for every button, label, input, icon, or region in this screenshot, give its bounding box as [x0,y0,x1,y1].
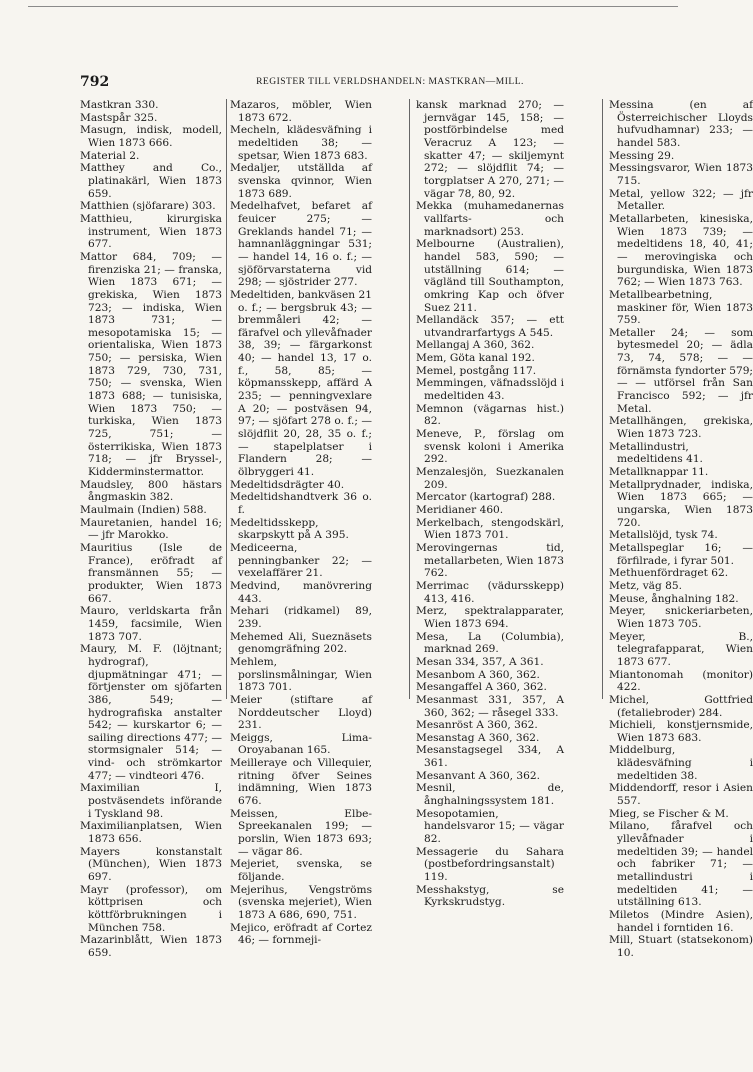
index-entry: Mesnil, de, ånghalningssystem 181. [416,782,564,808]
index-entry: Mesopotamien, handelsvaror 15; — vägar 82. [416,807,564,846]
index-entry: Maulmain (Indien) 588. [80,504,207,516]
index-entry: Menzalesjön, Suezkanalen 209. [416,466,564,491]
index-entry: Miantonomah (monitor) 422. [609,668,753,694]
index-entry: Mesanbom A 360, 362. [416,668,540,681]
index-entry: Merz, spektralapparater, Wien 1873 694. [416,605,564,630]
index-entry: Merovingernas tid, metallarbeten, Wien 1873 762. [416,541,564,580]
index-entry: Meuse, ånghalning 182. [609,592,739,605]
index-entry: Mercator (kartograf) 288. [416,491,556,504]
index-entry: Matthien (sjöfarare) 303. [80,200,216,213]
index-entry: Metallbearbetning, maskiner för, Wien 1873 759. [609,288,753,327]
index-entry: Melbourne (Australien), handel 583, 590; — utställning 614; — vägländ till Southampton, omkring Kap och öfver Suez 211. [416,238,564,314]
index-entry: Mill, Stuart (statsekonom) 10. [609,934,753,959]
index-column-4 [609,99,753,1059]
index-entry: Milano, fårafvel och yllevåfnader i medeltiden 39; — handel och fabriker 71; — metallindustri i medeltiden 41; — utställning 613. [609,820,753,909]
index-column-3 [416,99,564,1059]
index-entry: Medeltidsskepp, skarpskytt på A 395. [230,516,349,542]
index-entry: Metallarbeten, kinesiska, Wien 1873 739; — medeltidens 18, 40, 41; — merovingiska och burgundiska, Wien 1873 762; — Wien 1873 763. [609,212,753,289]
index-entry: Messina (en af Österreichischer Lloyds hufvudhamnar) 233; — handel 583. [609,99,753,149]
index-entry: Mehari (ridkamel) 89, 239. [230,605,372,630]
index-entry: Metallspeglar 16; — förfilrade, i fyrar 501. [609,541,753,567]
index-entry: Meissen, Elbe-Spreekanalen 199; — porslin, Wien 1873 693; — vägar 86. [230,807,372,858]
index-entry: Metallhängen, grekiska, Wien 1873 723. [609,415,753,441]
index-entry: Mesan 334, 357, A 361. [416,655,544,668]
index-column-2 [230,99,372,1059]
index-entry: Michieli, konstjernsmide, Wien 1873 683. [609,719,753,744]
index-entry: Meyer, B., telegrafapparat, Wien 1873 677. [609,630,753,668]
index-entry: Masugn, indisk, modell, Wien 1873 666. [80,124,222,149]
index-entry: Mejerihus, Vengströms (svenska mejeriet), Wien 1873 A 686, 690, 751. [230,883,372,921]
page-number: 792 [80,74,110,90]
index-entry: Meridianer 460. [416,504,504,516]
index-entry: Middendorff, resor i Asien 557. [609,782,753,808]
index-entry: Meyer, snickeriarbeten, Wien 1873 705. [609,605,753,630]
index-entry: Michel, Gottfried (fetaliebroder) 284. [609,693,753,719]
index-entry: Maudsley, 800 hästars ångmaskin 382. [80,478,222,504]
index-entry: Mauretanien, handel 16; — jfr Marokko. [80,516,222,542]
index-entry: Mesanmast 331, 357, A 360, 362; — råsegel 333. [416,693,564,719]
index-entry: Medelhafvet, befaret af feuicer 275; — Greklands handel 71; — hamnanläggningar 531; — handel 14, 16 o. f.; — sjöförvarstaterna vid 298; — sjöstrider 277. [230,200,372,289]
column-rule [602,99,603,699]
index-entry: Messhakstyg, se Kyrkskrudstyg. [416,883,564,909]
index-entry: Mejico, eröfradt af Cortez 46; — fornmeji- [230,921,372,947]
index-entry: Mesanstag A 360, 362. [416,731,540,744]
index-columns [80,99,753,1059]
index-entry: Messingsvaror, Wien 1873 715. [609,162,753,187]
index-entry: Mekka (muhamedanernas vallfarts- och marknadsort) 253. [416,200,564,238]
index-entry: Merkelbach, stengodskärl, Wien 1873 701. [416,516,564,542]
index-entry: Metallindustri, medeltidens 41. [609,440,703,466]
index-entry: Mazarinblått, Wien 1873 659. [80,934,222,959]
index-entry: Maximilianplatsen, Wien 1873 656. [80,820,222,846]
index-entry: Merrimac (vädursskepp) 413, 416. [416,579,564,605]
index-entry: Metaller 24; — som bytesmedel 20; — ädla 73, 74, 578; — — förnämsta fyndorter 579; — — utförsel från San Francisco 592; — jfr Metal. [609,326,753,415]
index-entry: Mastkran 330. [80,99,159,111]
index-entry: Memel, postgång 117. [416,364,537,377]
index-column-1 [80,99,222,1059]
top-rule [28,6,678,7]
index-entry: Mellangaj A 360, 362. [416,339,535,352]
index-entry: Middelburg, klädesväfning i medeltiden 38. [609,744,753,782]
index-entry: Medaljer, utställda af svenska qvinnor, Wien 1873 689. [230,162,372,200]
index-entry: Messagerie du Sahara (postbefordringsanstalt) 119. [416,845,564,884]
index-entry: Mecheln, klädesväfning i medeltiden 38; — spetsar, Wien 1873 683. [230,124,372,162]
index-entry: Maury, M. F. (löjtnant; hydrograf), djupmätningar 471; — förtjenster om sjöfarten 386, 549; — hydrografiska anstalter 542; — kurskartor 6; — sailing directions 477; — stormsignaler 514; — vind- och strömkartor 477; — vindteori 476. [80,643,222,782]
index-entry: Memmingen, väfnadsslöjd i medeltiden 43. [416,377,564,403]
index-entry: Meiggs, Lima-Oroyabanan 165. [230,731,372,757]
index-entry: Metallknappar 11. [609,466,709,479]
index-entry: Metallprydnader, indiska, Wien 1873 665; — ungarska, Wien 1873 720. [609,478,753,529]
index-entry: Medeltiden, bankväsen 21 o. f.; — bergsbruk 43; — bremmåleri 42; — färafvel och yllevåfnader 38, 39; — färgarkonst 40; — handel 13, 17 o. f., 58, 85; — köpmansskepp, affärd A 235; — penningvexlare A 20; — postväsen 94, 97; — sjöfart 278 o. f.; — slöjdflit 20, 28, 35 o. f.; — stapelplatser i Flandern 28; — ölbryggeri 41. [230,288,372,479]
index-entry: Material 2. [80,149,140,162]
index-entry: Mieg, se Fischer & M. [609,807,729,820]
column-rule [409,99,410,699]
index-entry: Mediceerna, penningbanker 22; — vexelaffärer 21. [230,541,372,580]
index-entry: Mesanröst A 360, 362. [416,719,538,732]
index-entry: Memnon (vägarnas hist.) 82. [416,402,564,428]
index-entry: Messing 29. [609,149,675,162]
index-entry: Matthey and Co., platinakärl, Wien 1873 659. [80,162,222,200]
index-entry: Mauritius (Isle de France), eröfradt af fransmännen 55; — produkter, Wien 1873 667. [80,541,222,605]
index-entry: Mastspår 325. [80,111,158,124]
index-entry: Metallslöjd, tysk 74. [609,529,718,542]
index-entry: Mejeriet, svenska, se följande. [230,858,372,884]
index-entry: Mem, Göta kanal 192. [416,352,535,365]
column-rule [226,99,227,699]
index-entry: Mehlem, porslinsmålningar, Wien 1873 701. [230,655,372,694]
index-entry: Mazaros, möbler, Wien 1873 672. [230,99,372,124]
index-entry: Maximilian I, postväsendets införande i Tyskland 98. [80,782,222,820]
index-entry: Mauro, verldskarta från 1459, facsimile, Wien 1873 707. [80,605,222,643]
index-entry: kansk marknad 270; — jernvägar 145, 158; — postförbindelse med Veracruz A 123; — skatter 47; — skiljemynt 272; — slöjdflit 74; — torgplatser A 270, 271; — vägar 78, 80, 92. [416,99,564,200]
index-entry: Mesanstagsegel 334, A 361. [416,744,564,770]
index-entry: Medeltidshandtverk 36 o. f. [230,491,372,516]
index-entry: Mehemed Ali, Sueznäsets genomgräfning 202. [230,630,372,656]
index-entry: Methuenfördraget 62. [609,567,729,580]
index-entry: Mayers konstanstalt (München), Wien 1873 697. [80,845,222,884]
index-entry: Mattor 684, 709; — firenziska 21; — franska, Wien 1873 671; — grekiska, Wien 1873 723; — indiska, Wien 1873 731; — mesopotamiska 15; — orientaliska, Wien 1873 750; — persiska, Wien 1873 729, 730, 731, 750; — svenska, Wien 1873 688; — tunisiska, Wien 1873 750; — turkiska, Wien 1873 725, 751; — österrikiska, Wien 1873 718; — jfr Bryssel-, Kidderminstermattor. [80,250,222,479]
index-entry: Miletos (Mindre Asien), handel i forntiden 16. [609,909,753,934]
index-entry: Mellandäck 357; — ett utvandrarfartygs A 545. [416,314,564,339]
index-entry: Mesa, La (Columbia), marknad 269. [416,630,564,656]
index-entry: Mesanvant A 360, 362. [416,769,541,782]
running-head: REGISTER TILL VERLDSHANDELN: MASTKRAN—MILL. [256,77,524,87]
index-entry: Medeltidsdrägter 40. [230,478,345,491]
index-entry: Meier (stiftare af Norddeutscher Lloyd) 231. [230,693,372,732]
index-entry: Medvind, manövrering 443. [230,579,372,605]
index-entry: Mesangaffel A 360, 362. [416,681,547,694]
index-entry: Metz, väg 85. [609,579,682,592]
index-entry: Meneve, P., förslag om svensk koloni i Amerika 292. [416,428,564,466]
index-entry: Metal, yellow 322; — jfr Metaller. [609,187,753,213]
index-entry: Mayr (professor), om köttprisen och köttförbrukningen i München 758. [80,883,222,934]
index-entry: Matthieu, kirurgiska instrument, Wien 1873 677. [80,212,222,251]
index-entry: Meilleraye och Villequier, ritning öfver Seines indämning, Wien 1873 676. [230,757,372,808]
